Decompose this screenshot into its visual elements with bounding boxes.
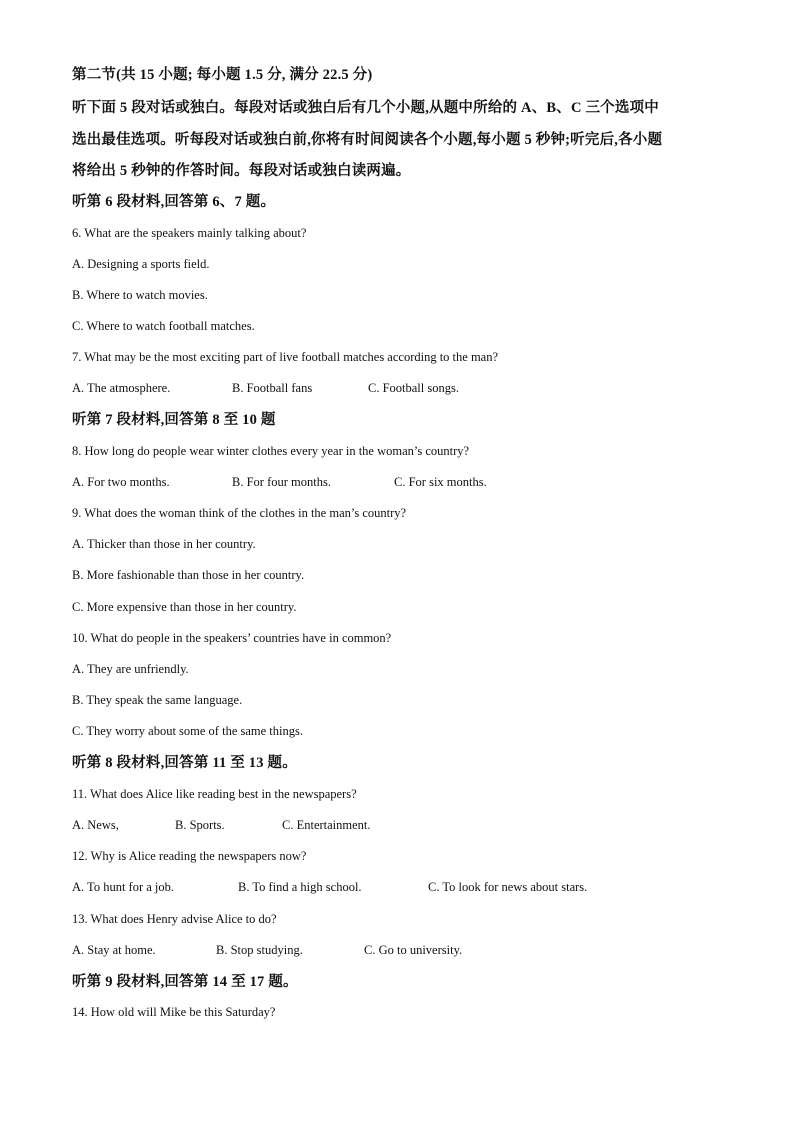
option-7b: B. Football fans	[232, 381, 313, 395]
question-8: 8. How long do people wear winter clothes every year in the woman’s country?	[72, 444, 470, 458]
instruction-line-3: 将给出 5 秒钟的作答时间。每段对话或独白读两遍。	[72, 163, 411, 179]
option-10a: A. They are unfriendly.	[72, 662, 189, 676]
option-6b: B. Where to watch movies.	[72, 288, 208, 302]
option-13b: B. Stop studying.	[216, 943, 303, 957]
section-header: 第二节(共 15 小题; 每小题 1.5 分, 满分 22.5 分)	[72, 67, 373, 83]
question-11: 11. What does Alice like reading best in the newspapers?	[72, 787, 357, 801]
options-row-7	[72, 380, 459, 396]
option-6a: A. Designing a sports field.	[72, 257, 210, 271]
options-row-8	[72, 474, 487, 490]
option-13a: A. Stay at home.	[72, 943, 156, 957]
option-9a: A. Thicker than those in her country.	[72, 537, 256, 551]
option-8a: A. For two months.	[72, 475, 170, 489]
options-row-12	[72, 879, 587, 895]
option-6c: C. Where to watch football matches.	[72, 319, 255, 333]
group-heading-9: 听第 9 段材料,回答第 14 至 17 题。	[72, 974, 298, 990]
instruction-line-2: 选出最佳选项。听每段对话或独白前,你将有时间阅读各个小题,每小题 5 秒钟;听完后,各小题	[72, 132, 663, 148]
option-12a: A. To hunt for a job.	[72, 880, 175, 894]
option-12b: B. To find a high school.	[238, 880, 362, 894]
option-9c: C. More expensive than those in her country.	[72, 600, 297, 614]
group-heading-8: 听第 8 段材料,回答第 11 至 13 题。	[72, 755, 297, 771]
option-13c: C. Go to university.	[364, 943, 463, 957]
option-12c: C. To look for news about stars.	[428, 880, 588, 894]
option-8b: B. For four months.	[232, 475, 331, 489]
instruction-line-1: 听下面 5 段对话或独白。每段对话或独白后有几个小题,从题中所给的 A、B、C 三个选项中	[72, 100, 659, 116]
question-10: 10. What do people in the speakers’ countries have in common?	[72, 631, 392, 645]
question-7: 7. What may be the most exciting part of live football matches according to the man?	[72, 350, 499, 364]
option-11b: B. Sports.	[175, 818, 225, 832]
options-row-11	[72, 817, 371, 833]
group-heading-7: 听第 7 段材料,回答第 8 至 10 题	[72, 412, 276, 428]
option-10c: C. They worry about some of the same things.	[72, 724, 303, 738]
question-14: 14. How old will Mike be this Saturday?	[72, 1005, 276, 1019]
option-9b: B. More fashionable than those in her country.	[72, 568, 305, 582]
question-9: 9. What does the woman think of the clothes in the man’s country?	[72, 506, 407, 520]
options-row-13	[72, 942, 462, 958]
question-13: 13. What does Henry advise Alice to do?	[72, 912, 277, 926]
option-7a: A. The atmosphere.	[72, 381, 171, 395]
option-11a: A. News,	[72, 818, 119, 832]
option-10b: B. They speak the same language.	[72, 693, 243, 707]
option-7c: C. Football songs.	[368, 381, 459, 395]
option-11c: C. Entertainment.	[282, 818, 371, 832]
question-6: 6. What are the speakers mainly talking about?	[72, 226, 307, 240]
group-heading-6: 听第 6 段材料,回答第 6、7 题。	[72, 194, 276, 210]
question-12: 12. Why is Alice reading the newspapers now?	[72, 849, 307, 863]
option-8c: C. For six months.	[394, 475, 487, 489]
